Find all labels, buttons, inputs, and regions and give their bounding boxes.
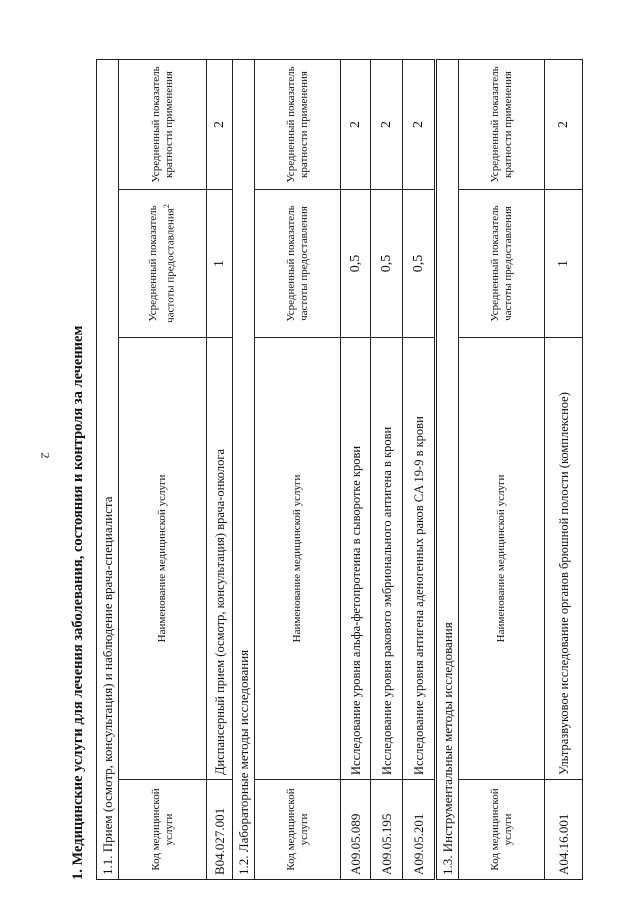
freq-value: 1 <box>545 190 583 338</box>
header-freq: Усредненный показатель частоты предоставления <box>255 190 341 338</box>
section-title: 1.3. Инструментальные методы исследования <box>437 59 459 879</box>
header-freq: Усредненный показатель частоты предоставления <box>459 190 545 338</box>
mult-value: 2 <box>207 59 233 189</box>
service-name: Исследование уровня альфа-фетопротеина в сыворотке крови <box>341 338 371 780</box>
service-name: Исследование уровня антигена аденогенных раков CA 19-9 в крови <box>403 338 435 780</box>
freq-value: 1 <box>207 190 233 338</box>
service-name: Диспансерный прием (осмотр, консультация) врача-онколога <box>207 338 233 780</box>
main-heading: 1. Медицинские услуги для лечения заболевания, состояния и контроля за лечением <box>70 325 86 880</box>
table-row <box>207 59 233 879</box>
mult-value: 2 <box>403 59 435 189</box>
service-code: A09.05.195 <box>371 780 403 880</box>
header-code: Код медицинской услуги <box>255 780 341 880</box>
service-name: Исследование уровня ракового эмбрионального антигена в крови <box>371 338 403 780</box>
header-mult: Усредненный показатель кратности применения <box>255 59 341 189</box>
table-1-2 <box>232 59 435 880</box>
table-1-3 <box>436 59 583 880</box>
rotated-content <box>68 60 588 880</box>
service-code: B04.027.001 <box>207 780 233 880</box>
page-number: 2 <box>38 452 53 459</box>
mult-value: 2 <box>371 59 403 189</box>
header-mult: Усредненный показатель кратности применения <box>459 59 545 189</box>
table-row <box>403 59 435 879</box>
mult-value: 2 <box>545 59 583 189</box>
header-name: Наименование медицинской услуги <box>459 338 545 780</box>
header-freq-text: Усредненный показатель частоты предоставления <box>147 205 177 323</box>
header-code: Код медицинской услуги <box>119 780 207 880</box>
table-row <box>371 59 403 879</box>
table-row <box>341 59 371 879</box>
header-name: Наименование медицинской услуги <box>119 338 207 780</box>
header-freq <box>119 190 207 338</box>
freq-value: 0,5 <box>371 190 403 338</box>
mult-value: 2 <box>341 59 371 189</box>
service-name: Ультразвуковое исследование органов брюшной полости (комплексное) <box>545 338 583 780</box>
header-name: Наименование медицинской услуги <box>255 338 341 780</box>
freq-value: 0,5 <box>341 190 371 338</box>
header-mult: Усредненный показатель кратности применения <box>119 59 207 189</box>
freq-value: 0,5 <box>403 190 435 338</box>
section-title: 1.2. Лабораторные методы исследования <box>233 59 255 879</box>
service-code: A04.16.001 <box>545 780 583 880</box>
header-code: Код медицинской услуги <box>459 780 545 880</box>
section-title: 1.1. Прием (осмотр, консультация) и наблюдение врача-специалиста <box>97 59 119 879</box>
service-code: A09.05.201 <box>403 780 435 880</box>
service-code: A09.05.089 <box>341 780 371 880</box>
table-1-1 <box>96 59 233 880</box>
table-row <box>545 59 583 879</box>
footnote-mark: 2 <box>162 204 172 209</box>
